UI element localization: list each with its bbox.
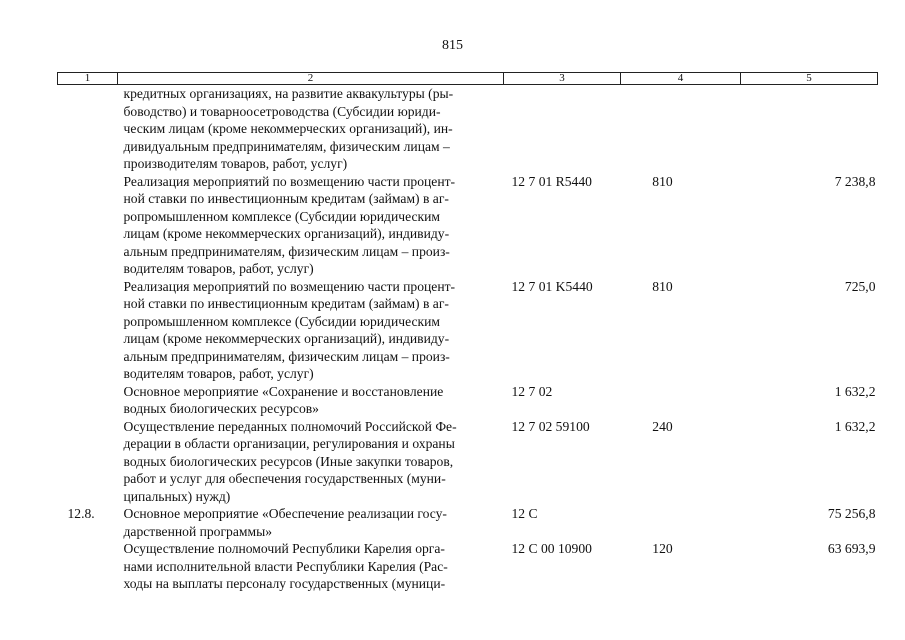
column-header-5: 5 bbox=[741, 73, 878, 85]
row-expense-type bbox=[621, 505, 741, 540]
table-row bbox=[58, 173, 878, 278]
row-amount: 75 256,8 bbox=[827, 506, 876, 521]
row-expense-type: 810 bbox=[652, 278, 673, 294]
table-row bbox=[58, 505, 878, 540]
row-amount: 1 632,2 bbox=[834, 418, 876, 434]
row-description: Реализация мероприятий по возмещению части процент- ной ставки по инвестиционным кредитам (займам) в аг- ропромышленном комплексе (Субсидии юридическим лицам (кроме некоммерческих организаций), индивиду- альным предпринимателям, физическим лицам – произ- водителям товаров, работ, услуг) bbox=[123, 173, 456, 276]
row-description: Основное мероприятие «Сохранение и восстановление водных биологических ресурсов» bbox=[123, 383, 444, 416]
row-expense-type bbox=[621, 85, 741, 173]
table-row bbox=[58, 383, 878, 418]
row-code: 12 С 00 10900 bbox=[511, 541, 592, 556]
column-header-4: 4 bbox=[621, 73, 741, 85]
row-description: кредитных организациях, на развитие аквакультуры (ры- боводство) и товарноосетроводства (Субсидии юриди- ческим лицам (кроме некоммерческих организаций), ин- дивидуальным предпринимателям, физическим лицам – производителям товаров, работ, услуг) bbox=[123, 86, 454, 171]
row-code: 12 7 02 bbox=[511, 383, 553, 399]
column-header-1: 1 bbox=[58, 73, 118, 85]
budget-table bbox=[57, 72, 878, 593]
page-number: 815 bbox=[442, 38, 463, 53]
row-number: 12.8. bbox=[67, 506, 95, 521]
row-code: 12 7 01 R5440 bbox=[511, 173, 592, 189]
row-expense-type: 240 bbox=[652, 418, 673, 434]
column-number-header-row bbox=[58, 73, 878, 85]
row-amount bbox=[741, 85, 878, 173]
column-header-2: 2 bbox=[118, 73, 504, 85]
row-code bbox=[504, 85, 621, 173]
row-description: Реализация мероприятий по возмещению части процент- ной ставки по инвестиционным кредитам (займам) в аг- ропромышленном комплексе (Субсидии юридическим лицам (кроме некоммерческих организаций), индивиду- альным предпринимателям, физическим лицам – произ- водителям товаров, работ, услуг) bbox=[123, 278, 456, 381]
row-expense-type: 810 bbox=[652, 173, 673, 189]
row-number bbox=[58, 278, 118, 383]
row-expense-type bbox=[621, 383, 741, 418]
table-row bbox=[58, 278, 878, 383]
row-description: Осуществление полномочий Республики Карелия орга- нами исполнительной власти Республики Карелия (Рас- ходы на выплаты персоналу государственных (муници- bbox=[123, 541, 448, 591]
table-row bbox=[58, 85, 878, 173]
row-code: 12 7 02 59100 bbox=[511, 418, 590, 434]
row-amount: 725,0 bbox=[844, 278, 876, 294]
row-number bbox=[58, 540, 118, 593]
row-amount: 63 693,9 bbox=[827, 541, 876, 556]
row-amount: 1 632,2 bbox=[834, 383, 876, 399]
row-code: 12 С bbox=[511, 506, 538, 521]
row-number bbox=[58, 383, 118, 418]
row-number bbox=[58, 173, 118, 278]
row-description: Основное мероприятие «Обеспечение реализации госу- дарственной программы» bbox=[123, 506, 447, 539]
table-row bbox=[58, 418, 878, 506]
row-number bbox=[58, 418, 118, 506]
column-header-3: 3 bbox=[504, 73, 621, 85]
row-number bbox=[58, 85, 118, 173]
row-amount: 7 238,8 bbox=[834, 173, 876, 189]
row-description: Осуществление переданных полномочий Российской Фе- дерации в области организации, регулирования и охраны водных биологических ресурсов (Иные закупки товаров, работ и услуг для обеспечения государственных (муни- ципальных) нужд) bbox=[123, 418, 457, 504]
row-expense-type: 120 bbox=[652, 541, 673, 556]
row-code: 12 7 01 K5440 bbox=[511, 278, 593, 294]
table-row bbox=[58, 540, 878, 593]
